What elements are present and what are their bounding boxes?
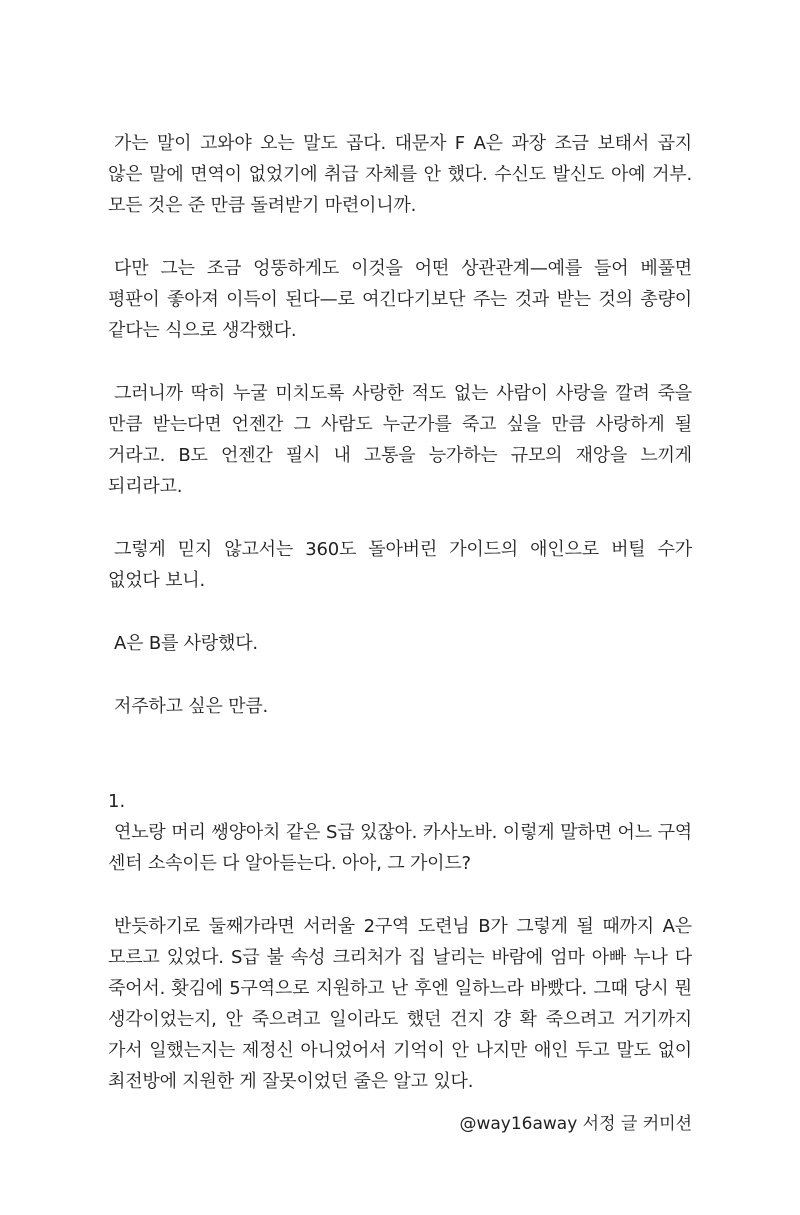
- chapter-paragraph-2: 반듯하기로 둘째가라면 서러울 2구역 도련님 B가 그렇게 될 때까지 A은 모르고 있었다. S급 불 속성 크리처가 집 날리는 바람에 엄마 아빠 누나 다 죽어서. 홧김에 5구역으로 지원하고 난 후엔 일하느라 바빴다. 그때 당시 뭔 생각이었는지, 안 죽으려고 일이라도 했던 건지 걍 확 죽으려고 거기까지 가서 일했는지는 제정신 아니었어서 기억이 안 나지만 애인 두고 말도 없이 최전방에 지원한 게 잘못이었던 줄은 알고 있다.: [108, 916, 692, 1092]
- prologue-paragraph-2: 다만 그는 조금 엉뚱하게도 이것을 어떤 상관관계—예를 들어 베풀면 평판이 좋아져 이득이 된다—로 여긴다기보단 주는 것과 받는 것의 총량이 같다는 식으로 생각했다.: [108, 258, 692, 341]
- prologue-paragraph-4: 그렇게 믿지 않고서는 360도 돌아버린 가이드의 애인으로 버틸 수가 없었다 보니.: [108, 539, 692, 591]
- chapter-paragraph-1: 연노랑 머리 쌩양아치 같은 S급 있잖아. 카사노바. 이렇게 말하면 어느 구역 센터 소속이든 다 알아듣는다. 아아, 그 가이드?: [108, 822, 692, 874]
- prologue-paragraph-6: 저주하고 싶은 만큼.: [114, 696, 269, 717]
- prologue-paragraph-1: 가는 말이 고와야 오는 말도 곱다. 대문자 F A은 과장 조금 보태서 곱지 않은 말에 면역이 없었기에 취급 자체를 안 했다. 수신도 발신도 아예 거부. 모든 것은 준 만큼 돌려받기 마련이니까.: [108, 133, 692, 216]
- author-credit: @way16away 서정 글 커미션: [459, 1114, 692, 1134]
- text-body: [108, 128, 692, 1097]
- prologue-paragraph-5: A은 B를 사랑했다.: [114, 633, 258, 654]
- chapter-number: 1.: [108, 791, 126, 812]
- prologue-paragraph-3: 그러니까 딱히 누굴 미치도록 사랑한 적도 없는 사람이 사랑을 깔려 죽을 만큼 받는다면 언젠간 그 사람도 누군가를 죽고 싶을 만큼 사랑하게 될 거라고. B도 언젠간 필시 내 고통을 능가하는 규모의 재앙을 느끼게 되리라고.: [108, 383, 692, 497]
